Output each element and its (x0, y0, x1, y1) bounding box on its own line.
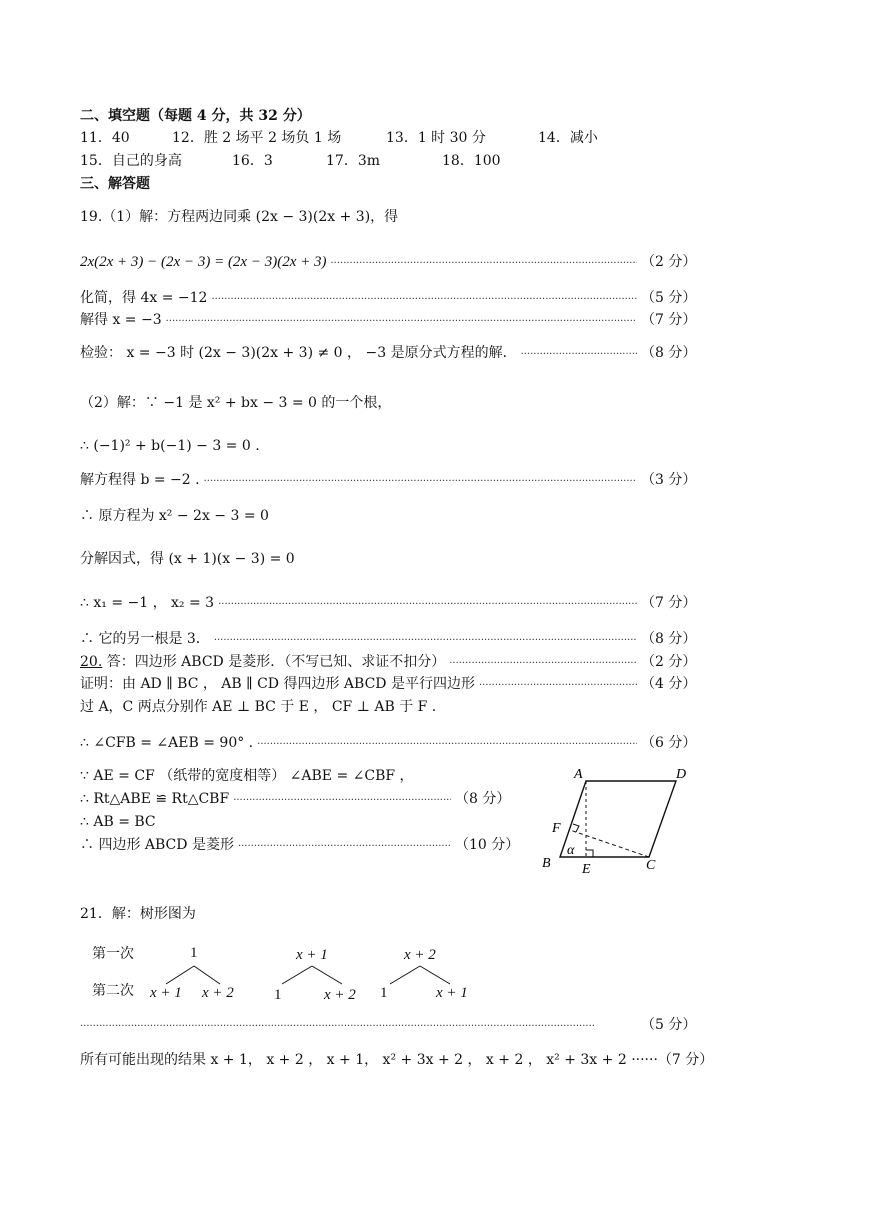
label-e: E (582, 862, 591, 877)
tree2-right-branch (312, 966, 342, 984)
q19-part2-step2 (80, 470, 697, 490)
q20-line5: ∵ AE = CF （纸带的宽度相等） ∠ABE = ∠CBF ， (80, 768, 414, 784)
q19-step4 (80, 343, 697, 363)
label-c: C (646, 858, 656, 873)
tree1-right-branch (194, 966, 220, 984)
q20-line4-text: ∴ ∠CFB = ∠AEB = 90° . (80, 735, 254, 751)
answer-14: 14．减小 (538, 130, 598, 146)
label-f: F (552, 821, 561, 836)
leader-dots (257, 735, 637, 755)
q19-part2-step2-score: （3 分） (641, 472, 697, 488)
q20-line1-score: （2 分） (641, 654, 697, 670)
altitude-cf (570, 830, 649, 857)
tree3-right: x + 1 (436, 985, 468, 1001)
q19-step2-score: （5 分） (641, 290, 697, 306)
q19-step4-text: 检验： x = −3 时 (2x − 3)(2x + 3) ≠ 0 ， −3 是原分式方程的解． (80, 345, 517, 361)
answer-11: 11．40 (80, 130, 130, 146)
q21-result-text: 所有可能出现的结果 x + 1， x + 2 ， x + 1， x² + 3x + 2 ， x + 2 ， x² + 3x + 2 ······ (80, 1052, 658, 1068)
leader-dots (80, 1017, 637, 1037)
q19-part1-intro: 19.（1）解：方程两边同乘 (2x − 3)(2x + 3)，得 (80, 209, 399, 225)
q19-step2-text: 化简，得 4x = −12 (80, 290, 208, 306)
q20-line4 (80, 733, 697, 753)
leader-dots (521, 345, 637, 365)
q19-step3-score: （7 分） (641, 312, 697, 328)
tree3-left: 1 (380, 985, 388, 1001)
parallelogram-abcd (560, 781, 676, 857)
label-d: D (676, 767, 687, 782)
leader-dots (204, 472, 637, 492)
leader-dots (449, 654, 637, 674)
q20-line6 (80, 789, 511, 809)
q19-step1 (80, 252, 697, 272)
tree3-root: x + 2 (404, 947, 436, 963)
right-angle-mark-e (586, 850, 593, 857)
tree2-left: 1 (274, 987, 282, 1003)
answer-13: 13．1 时 30 分 (386, 130, 486, 146)
q19-part2-step6-text: ∴ 它的另一根是 3． (80, 631, 210, 647)
section-title-solutions: 三、解答题 (80, 176, 150, 192)
tree-branches (140, 960, 480, 990)
tree1-left-branch (166, 966, 194, 984)
answer-12: 12．胜 2 场平 2 场负 1 场 (172, 130, 342, 146)
q19-step1-text: 2x(2x + 3) − (2x − 3) = (2x − 3)(2x + 3) (80, 254, 327, 270)
q19-part2-step1: ∴ (−1)² + b(−1) − 3 = 0 . (80, 438, 260, 454)
q19-part2-step5-text: ∴ x₁ = −1 ， x₂ = 3 (80, 595, 215, 611)
q20-line3: 过 A，C 两点分别作 AE ⊥ BC 于 E ， CF ⊥ AB 于 F . (80, 699, 437, 715)
q19-part2-step5 (80, 593, 697, 613)
leader-dots (238, 837, 451, 857)
q19-part2-step3: ∴ 原方程为 x² − 2x − 3 = 0 (80, 508, 269, 524)
q19-part2-step5-score: （7 分） (641, 595, 697, 611)
tree3-left-branch (390, 966, 420, 984)
q20-line7: ∴ AB = BC (80, 814, 156, 830)
tree1-root: 1 (190, 945, 198, 961)
answer-16: 16．3 (232, 153, 273, 169)
tree3-right-branch (420, 966, 450, 984)
tree1-right: x + 2 (202, 985, 234, 1001)
label-alpha: α (567, 843, 575, 858)
q19-step3-text: 解得 x = −3 (80, 312, 162, 328)
q20-line2-score: （4 分） (641, 676, 697, 692)
q19-part2-step2-text: 解方程得 b = −2 . (80, 472, 200, 488)
q21-result-score: （7 分） (657, 1052, 714, 1068)
q21-intro: 21．解：树形图为 (80, 906, 196, 922)
leader-dots (211, 290, 637, 310)
q20-line8-text: ∴ 四边形 ABCD 是菱形 (80, 837, 234, 853)
q21-result-line (80, 1050, 714, 1070)
q20-line1 (80, 652, 697, 672)
parallelogram-figure (536, 762, 696, 880)
section-title-fill-in: 二、填空题（每题 4 分，共 32 分） (80, 108, 311, 124)
answer-15: 15．自己的身高 (80, 153, 182, 169)
q20-line6-score: （8 分） (455, 791, 511, 807)
q20-line2-text: 证明：由 AD ∥ BC ， AB ∥ CD 得四边形 ABCD 是平行四边形 (80, 676, 475, 692)
q20-line4-score: （6 分） (641, 735, 697, 751)
q19-part2-step6-score: （8 分） (641, 631, 697, 647)
q19-part2-step4: 分解因式，得 (x + 1)(x − 3) = 0 (80, 551, 295, 567)
leader-dots (233, 791, 451, 811)
right-angle-mark-f (573, 824, 579, 832)
q19-step1-score: （2 分） (641, 254, 697, 270)
q19-part2-step6 (80, 629, 697, 649)
leader-dots (330, 254, 637, 274)
leader-dots (166, 312, 637, 332)
tree2-root: x + 1 (296, 947, 328, 963)
tree1-left: x + 1 (150, 985, 182, 1001)
answers-row-2 (80, 151, 683, 171)
leader-dots (479, 676, 637, 696)
q19-step4-score: （8 分） (641, 345, 697, 361)
tree-first-label: 第一次 (92, 946, 134, 962)
answers-row-1 (80, 128, 683, 148)
q19-step3 (80, 310, 697, 330)
q20-line8-score: （10 分） (455, 837, 520, 853)
leader-dots (214, 631, 637, 651)
tree2-right: x + 2 (324, 987, 356, 1003)
q21-score-1: （5 分） (641, 1017, 697, 1033)
answer-18: 18．100 (442, 153, 501, 169)
q19-step2 (80, 288, 697, 308)
tree2-left-branch (282, 966, 312, 984)
q19-part2-intro: （2）解：∵ −1 是 x² + bx − 3 = 0 的一个根， (80, 395, 392, 411)
q20-line1-text: 答：四边形 ABCD 是菱形．（不写已知、求证不扣分） (102, 654, 446, 670)
tree-second-label: 第二次 (92, 983, 134, 999)
q21-score-line (80, 1015, 697, 1035)
label-b: B (542, 856, 551, 871)
leader-dots (218, 595, 637, 615)
label-a: A (574, 767, 583, 782)
q20-line2 (80, 674, 697, 694)
q20-line8 (80, 835, 520, 855)
answer-17: 17．3m (326, 153, 380, 169)
q20-line6-text: ∴ Rt△ABE ≌ Rt△CBF (80, 791, 230, 807)
q20-number: 20. (80, 654, 103, 670)
